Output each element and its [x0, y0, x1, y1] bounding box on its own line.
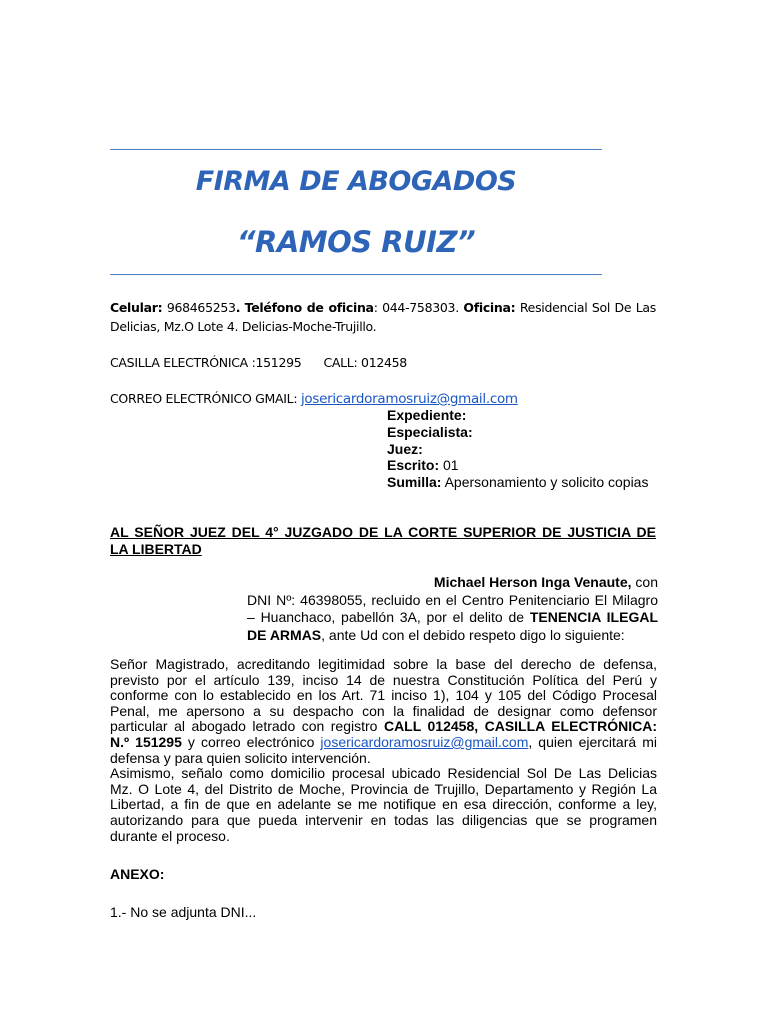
anexo-item-1: 1.- No se adjunta DNI... — [110, 904, 257, 920]
p1-line-3: conforme con lo establecido en los Art. 71 inciso 1), 104 y 105 del Código Procesal — [110, 687, 657, 704]
body-email-link[interactable]: josericardoramosruiz@gmail.com — [320, 733, 529, 750]
p2-line-5: durante el proceso. — [110, 827, 230, 844]
email-link[interactable]: josericardoramosruiz@gmail.com — [300, 391, 518, 407]
body-paragraphs — [110, 657, 657, 844]
intro-line-4 — [247, 627, 658, 645]
intro-line-4-text: , ante Ud con el debido respeto digo lo siguiente: — [321, 626, 625, 643]
telefono-value: : 044-758303. — [373, 300, 464, 315]
celular-label: Celular: — [110, 300, 163, 315]
p1-line-2: previsto por el artículo 139, inciso 14 de nuestra Constitución Política del Perú y — [110, 671, 657, 688]
oficina-label: Oficina: — [463, 300, 516, 315]
sumilla-row — [387, 474, 687, 491]
p1-line-1: Señor Magistrado, acreditando legitimidad sobre la base del derecho de defensa, — [110, 656, 657, 672]
especialista-row — [387, 424, 687, 441]
correo-line — [110, 389, 518, 409]
intro-line-3 — [247, 609, 658, 627]
telefono-label: Teléfono de oficina — [244, 300, 374, 315]
top-divider — [110, 149, 602, 150]
intro-line-3-text: – Huanchaco, pabellón 3A, por el delito de — [247, 609, 530, 625]
firm-name: “RAMOS RUIZ” — [236, 225, 476, 259]
p2-line-1: Asimismo, señalo como domicilio procesal ubicado Residencial Sol De Las Delicias — [110, 765, 657, 782]
p1-line-6 — [110, 735, 657, 751]
case-info — [387, 407, 687, 491]
escrito-row — [387, 457, 687, 474]
intro-line-2: DNI Nº: 46398055, recluido en el Centro Penitenciario El Milagro — [247, 591, 658, 608]
p1-line-6-text: y correo electrónico — [181, 733, 321, 750]
period: . — [235, 300, 241, 315]
p2-line-4: autorizando para que pueda intervenir en todas las diligencias que se programen — [110, 811, 657, 828]
expediente-label: Expediente: — [387, 407, 467, 423]
crime-part-2: DE ARMAS — [247, 626, 322, 643]
p1-line-7: defensa y para quien solicito intervención. — [110, 749, 371, 766]
intro-con: con — [631, 574, 658, 590]
celular-value: 968465253 — [162, 300, 236, 315]
p1-line-6-end: , quien ejercitará mi — [528, 733, 657, 750]
intro-line-1 — [247, 574, 658, 592]
correo-label: CORREO ELECTRÓNICO GMAIL: — [110, 391, 301, 406]
escrito-label: Escrito: — [387, 457, 440, 474]
escrito-value: 01 — [439, 457, 459, 474]
p1-line-5 — [110, 719, 657, 735]
bottom-divider — [110, 274, 602, 275]
p1-line-5-text: particular al abogado letrado con registro — [110, 718, 384, 735]
contact-block — [110, 298, 656, 336]
casilla-line: CASILLA ELECTRÓNICA :151295 CALL: 012458 — [110, 355, 407, 370]
juez-row — [387, 441, 687, 458]
intro-block — [247, 574, 658, 644]
p1-line-4: Penal, me apersono a su despacho con la finalidad de designar como defensor — [110, 702, 657, 719]
casilla-number: N.º 151295 — [110, 733, 182, 750]
addressee-line-1: AL SEÑOR JUEZ DEL 4° JUZGADO DE LA CORTE SUPERIOR DE JUSTICIA DE — [110, 524, 656, 540]
p2-line-2: Mz. O Lote 4, del Distrito de Moche, Provincia de Trujillo, Departamento y Región La — [110, 780, 657, 797]
expediente-row — [387, 407, 687, 424]
address-line: Delicias, Mz.O Lote 4. Delicias-Moche-Trujillo. — [110, 319, 377, 334]
sumilla-value: Apersonamiento y solicito copias — [441, 474, 649, 491]
especialista-label: Especialista: — [387, 423, 473, 440]
addressee-line-2: LA LIBERTAD — [110, 541, 202, 557]
p2-line-3: Libertad, a fin de que en adelante se me notifique en esa dirección, conforme a ley, — [110, 796, 657, 813]
firm-title: FIRMA DE ABOGADOS — [195, 166, 517, 197]
petitioner-name: Michael Herson Inga Venaute, — [433, 574, 632, 590]
registro-call: CALL 012458, CASILLA ELECTRÓNICA: — [383, 718, 657, 735]
anexo-title: ANEXO: — [110, 866, 165, 882]
juez-label: Juez: — [387, 440, 423, 457]
contact-line-1 — [110, 298, 656, 317]
crime-part-1: TENENCIA ILEGAL — [529, 609, 658, 625]
sumilla-label: Sumilla: — [387, 474, 442, 491]
oficina-value: Residencial Sol De Las — [515, 300, 656, 315]
addressee — [110, 524, 656, 558]
